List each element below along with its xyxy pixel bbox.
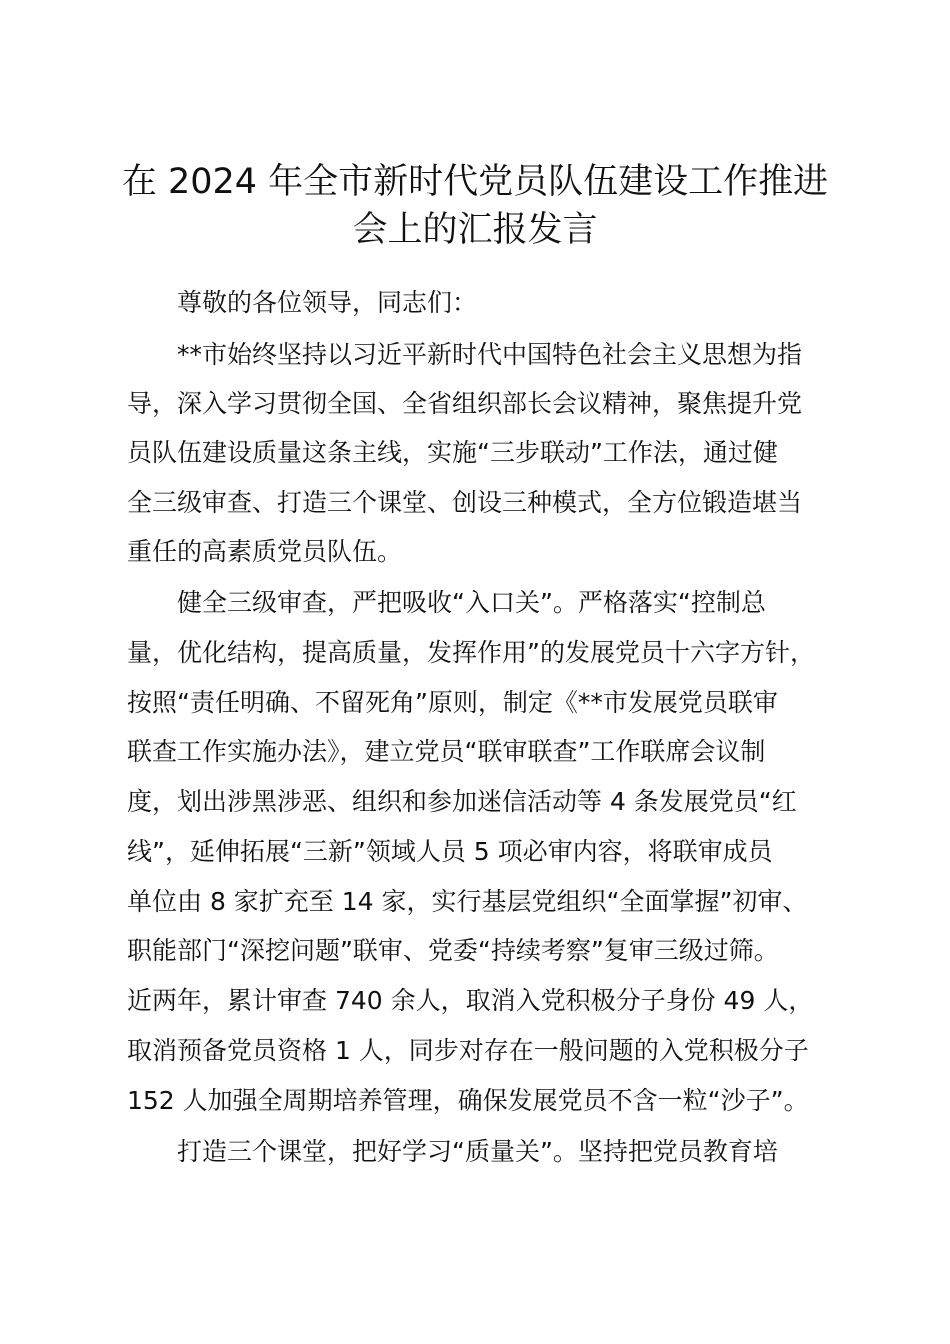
paragraph-line: 职能部门“深挖问题”联审、党委“持续考察”复审三级过筛。 xyxy=(127,936,779,965)
paragraph-line: 线”，延伸拓展“三新”领域人员 5 项必审内容，将联审成员 xyxy=(127,837,773,866)
salutation: 尊敬的各位领导，同志们： xyxy=(177,288,478,317)
paragraph-line: 取消预备党员资格 1 人，同步对存在一般问题的入党积极分子 xyxy=(127,1036,809,1065)
paragraph-line: 导，深入学习贯彻全国、全省组织部长会议精神，聚焦提升党 xyxy=(127,389,803,418)
paragraph-line: 量，优化结构，提高质量，发挥作用”的发展党员十六字方针， xyxy=(127,638,815,667)
paragraph-line: 近两年，累计审查 740 余人，取消入党积极分子身份 49 人， xyxy=(127,986,814,1015)
paragraph-line: 152 人加强全周期培养管理，确保发展党员不含一粒“沙子”。 xyxy=(127,1086,809,1115)
paragraph-line: 联查工作实施办法》，建立党员“联审联查”工作联席会议制 xyxy=(127,737,766,766)
paragraph-line: 打造三个课堂，把好学习“质量关”。坚持把党员教育培 xyxy=(177,1137,778,1166)
paragraph-line: **市始终坚持以习近平新时代中国特色社会主义思想为指 xyxy=(177,340,803,369)
paragraph-line: 全三级审查、打造三个课堂、创设三种模式，全方位锻造堪当 xyxy=(127,488,803,517)
document-title-line-1: 在 2024 年全市新时代党员队伍建设工作推进 xyxy=(121,162,829,202)
paragraph-line: 重任的高素质党员队伍。 xyxy=(127,537,403,566)
paragraph-line: 度，划出涉黑涉恶、组织和参加迷信活动等 4 条发展党员“红 xyxy=(127,787,797,816)
paragraph-line: 按照“责任明确、不留死角”原则，制定《**市发展党员联审 xyxy=(127,688,778,717)
document-title-line-2: 会上的汇报发言 xyxy=(352,210,598,250)
paragraph-line: 单位由 8 家扩充至 14 家，实行基层党组织“全面掌握”初审、 xyxy=(127,887,808,916)
paragraph-line: 健全三级审查，严把吸收“入口关”。严格落实“控制总 xyxy=(177,588,766,617)
paragraph-line: 员队伍建设质量这条主线，实施“三步联动”工作法，通过健 xyxy=(127,438,778,467)
